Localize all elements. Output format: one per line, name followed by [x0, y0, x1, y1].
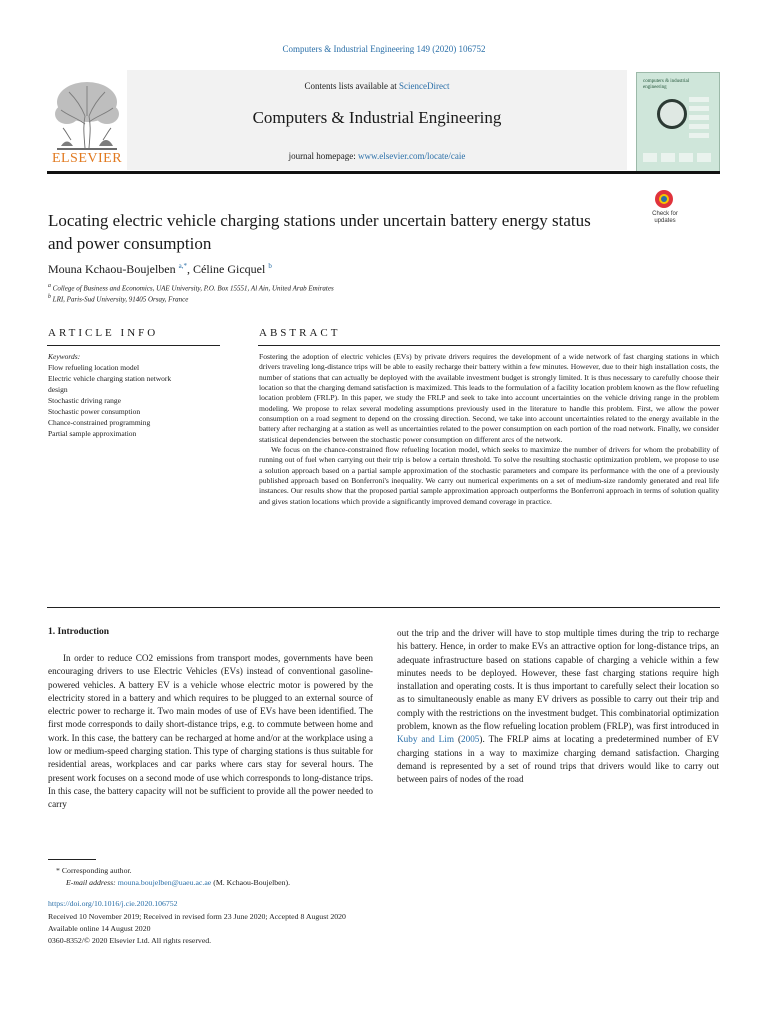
contents-line: [127, 81, 627, 91]
cover-title: computers & industrial engineering: [643, 79, 690, 90]
abstract-paragraph: We focus on the chance-constrained flow refueling location model, which seeks to maximize the number of drivers for whom the probability of running out of fuel when carrying out their trip is below a certain threshold. To solve the resulting stochastic optimization problem, we propose to use a solution approach based on a partial sample approximation of the stochastic parameters and compare its performance with the one of a previously published approach based on Bonferroni's inequality. We carry out numerical experiments on a set of medium-size randomly generated and real life instances. Our results show that the proposed partial sample approximation approach outperforms the Bonferroni approach in terms of solution quality and gives station locations which provide a significantly improved demand coverage in practice.: [259, 445, 719, 506]
citation-link[interactable]: Kuby and Lim: [397, 734, 454, 745]
elsevier-wordmark[interactable]: ELSEVIER: [51, 151, 123, 166]
citation-paren: (: [453, 734, 462, 745]
abstract-body: [259, 352, 719, 507]
sciencedirect-link[interactable]: ScienceDirect: [399, 81, 450, 91]
received-dates: Received 10 November 2019; Received in revised form 23 June 2020; Accepted 8 August 2020: [48, 912, 346, 921]
author-separator: ,: [187, 262, 193, 276]
footnote-text: Corresponding author.: [61, 866, 132, 875]
crossmark-icon[interactable]: [646, 190, 684, 228]
intro-left-column: In order to reduce CO2 emissions from transport modes, governments have been encouraging drivers to use Electric Vehicles (EVs) instead of conventional gasoline-powered vehicles. A battery EV is a vehicle whose electric motor is powered by the electricity stored in a battery and which requires to be plugged to an external source of electric power to recharge it. Two main modes of use of EVs have been identified. The first mode corresponds to daily short-distance trips, e.g. to commute between home and work. In this case, the battery can be recharged at home and/or at the workplace using a low or medium-speed charging station. This type of charging stations is thus suitable for residential areas, workplaces and car parks where cars stay for several hours. The present work focuses on a second mode of use which corresponds to long-distance trips. In this case, the battery capacity will not be sufficient to provide all the power needed to carry: [48, 653, 373, 810]
author-list: [48, 262, 608, 277]
keyword-item: Flow refueling location model: [48, 363, 140, 372]
journal-title: Computers & Industrial Engineering: [252, 108, 502, 127]
available-online: Available online 14 August 2020: [48, 924, 151, 933]
cover-block: [661, 153, 675, 162]
cover-block: [643, 153, 657, 162]
keyword-item: Stochastic driving range: [48, 396, 121, 405]
cover-stripe: [689, 106, 709, 111]
article-info-heading: ARTICLE INFO: [48, 327, 159, 339]
author-name[interactable]: Céline Gicquel: [193, 262, 266, 276]
affiliation-mark: b: [48, 294, 51, 300]
contents-prefix: Contents lists available at: [304, 81, 399, 91]
affiliation-mark: a: [48, 283, 51, 289]
copyright-line: 0360-8352/© 2020 Elsevier Ltd. All rights reserved.: [48, 936, 212, 945]
affiliation-a: [48, 283, 648, 292]
citation-year-link[interactable]: 2005: [461, 734, 480, 745]
cover-block: [697, 153, 711, 162]
journal-citation[interactable]: Computers & Industrial Engineering 149 (2020) 106752: [282, 44, 486, 54]
author-affiliation-marks[interactable]: a,*: [178, 262, 187, 270]
affiliation-text: College of Business and Economics, UAE University, P.O. Box 15551, Al Ain, United Arab Emirates: [52, 284, 334, 293]
footnote-mark: *: [56, 866, 60, 875]
article-info-rule: [47, 345, 220, 346]
cover-stripe: [689, 115, 709, 120]
email-label: E-mail address:: [66, 878, 116, 887]
email-note: [66, 878, 290, 887]
section-heading-introduction: 1. Introduction: [48, 627, 110, 637]
cover-disc-graphic: [657, 99, 687, 129]
affiliation-text: LRI, Paris-Sud University, 91405 Orsay, France: [52, 295, 189, 304]
keywords-label: Keywords:: [48, 352, 81, 361]
doi-link[interactable]: https://doi.org/10.1016/j.cie.2020.106752: [48, 899, 178, 908]
abstract-paragraph: Fostering the adoption of electric vehicles (EVs) by private drivers requires the development of a wide network of fast charging stations in which drivers traveling long-distance trips will be able to easily recharge their battery within a few minutes. However, due to their high installation costs, the number of stations that can actually be deployed with the available investment budget is strongly limited. It is thus necessary to carefully choose their location so that the charging demand satisfaction is maximized. This leads to the formulation of a facility location problem known as the flow refueling location problem (FRLP). In this paper, we study the FRLP and seek to take into account uncertainties on the vehicle driving range in the problem modeling. We propose to relax several modeling assumptions previously used in the literature to handle this problem. First, we allow the power consumption on a road segment to depend on the crossing direction. Second, we take into account uncertainties related to the energy available in the battery after recharging at a station as well as uncertainties related to the power consumption on each portion of the road network. Finally, we consider statistical dependencies between the stochastic power consumption on different arcs of the network.: [259, 352, 719, 444]
affiliation-b: [48, 294, 648, 303]
journal-cover-thumbnail[interactable]: [636, 72, 720, 172]
section-divider: [47, 607, 720, 608]
article-title: Locating electric vehicle charging stations under uncertain battery energy status and power consumption: [48, 211, 591, 253]
homepage-link[interactable]: www.elsevier.com/locate/caie: [358, 151, 466, 161]
intro-text: ). The FRLP aims at locating a predetermined number of EV charging stations in a way to maximize charging demand satisfaction. Charging demand is represented by a set of round trips that drivers would like to carry out between pairs of nodes of the road: [397, 734, 719, 785]
footnote-rule: [48, 859, 96, 860]
abstract-rule: [258, 345, 720, 346]
corresponding-author-note: [56, 866, 132, 875]
homepage-prefix: journal homepage:: [288, 151, 359, 161]
keyword-item: Partial sample approximation: [48, 429, 137, 438]
masthead-rule: [47, 171, 720, 174]
crossmark-label: Check for updates: [652, 211, 678, 224]
keyword-item: design: [48, 385, 68, 394]
cover-stripe: [689, 124, 709, 129]
author-name[interactable]: Mouna Kchaou-Boujelben: [48, 262, 176, 276]
email-link[interactable]: mouna.boujelben@uaeu.ac.ae: [117, 878, 212, 887]
crossmark-ring-inner: [661, 196, 667, 202]
keyword-item: Chance-constrained programming: [48, 418, 151, 427]
homepage-line: [127, 151, 627, 161]
email-owner: (M. Kchaou-Boujelben).: [213, 878, 291, 887]
cover-block: [679, 153, 693, 162]
author-affiliation-marks[interactable]: b: [268, 262, 272, 270]
keyword-item: Stochastic power consumption: [48, 407, 141, 416]
intro-text: out the trip and the driver will have to stop multiple times during the trip to recharge his battery. Hence, in order to make EVs an attractive option for long-distance trips, an adequate infrastructure based on stations capable of charging a vehicle within a few minutes needs to be deployed. However, these fast charging stations require high installation and operating costs. It is thus important to carefully select their location so as to simultaneously enable as many EV drivers as possible to carry out their trip and comply with the restrictions on the investment budget. This combinatorial optimization problem, known as the flow refueling location problem (FRLP), was first introduced in: [397, 628, 719, 732]
cover-stripe: [689, 97, 709, 102]
keyword-item: Electric vehicle charging station network: [48, 374, 172, 383]
intro-right-column: [397, 627, 719, 787]
cover-stripe: [689, 133, 709, 138]
abstract-heading: ABSTRACT: [259, 327, 341, 339]
